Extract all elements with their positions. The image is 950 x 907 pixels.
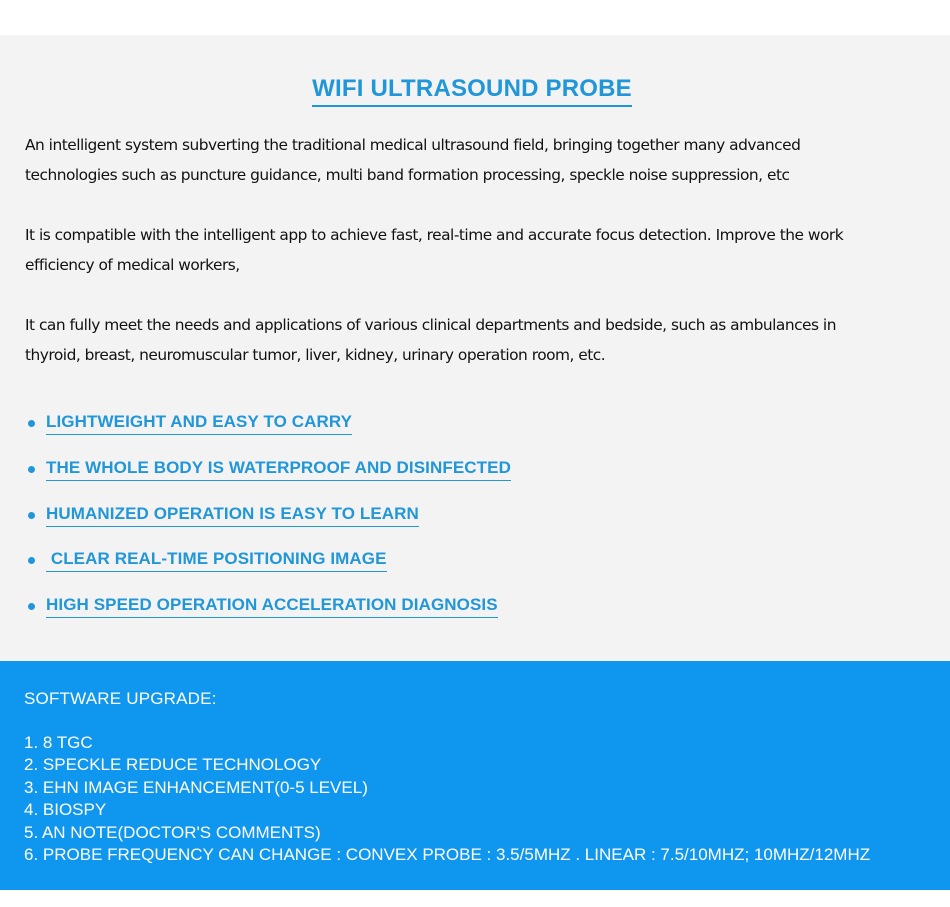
- software-item: 2. SPECKLE REDUCE TECHNOLOGY: [24, 755, 322, 775]
- paragraph-line: thyroid, breast, neuromuscular tumor, liver, kidney, urinary operation room, etc.: [25, 346, 606, 364]
- paragraph-line: technologies such as puncture guidance, multi band formation processing, speckle noise suppression, etc: [25, 166, 790, 184]
- bullet-icon: [28, 420, 35, 427]
- software-heading: SOFTWARE UPGRADE:: [24, 689, 217, 708]
- feature-item: [28, 595, 498, 618]
- bullet-icon: [28, 512, 35, 519]
- paragraph-1: [25, 130, 925, 190]
- feature-item: [28, 504, 419, 527]
- software-list: [24, 732, 870, 866]
- paragraph-line: An intelligent system subverting the traditional medical ultrasound field, bringing together many advanced: [25, 136, 801, 154]
- software-item: 3. EHN IMAGE ENHANCEMENT(0-5 LEVEL): [24, 777, 368, 797]
- paragraph-line: It is compatible with the intelligent app to achieve fast, real-time and accurate focus detection. Improve the work: [25, 226, 844, 244]
- paragraph-3: [25, 310, 925, 370]
- feature-label: HIGH SPEED OPERATION ACCELERATION DIAGNOSIS: [46, 595, 498, 618]
- bullet-icon: [28, 603, 35, 610]
- feature-item: [28, 458, 511, 481]
- page-title: [0, 75, 944, 103]
- software-upgrade-panel: [0, 661, 950, 890]
- paragraph-line: It can fully meet the needs and applications of various clinical departments and bedside, such as ambulances in: [25, 316, 836, 334]
- feature-label: CLEAR REAL-TIME POSITIONING IMAGE: [46, 549, 387, 572]
- feature-label: THE WHOLE BODY IS WATERPROOF AND DISINFECTED: [46, 458, 511, 481]
- feature-label: HUMANIZED OPERATION IS EASY TO LEARN: [46, 504, 419, 527]
- software-item: 6. PROBE FREQUENCY CAN CHANGE : CONVEX PROBE : 3.5/5MHZ . LINEAR : 7.5/10MHZ; 10MHZ/12MHZ: [24, 845, 871, 865]
- page-title-text: WIFI ULTRASOUND PROBE: [312, 75, 632, 107]
- software-item: 4. BIOSPY: [24, 800, 107, 820]
- paragraph-2: [25, 220, 925, 280]
- feature-item: [28, 412, 352, 435]
- bullet-icon: [28, 466, 35, 473]
- feature-item: [28, 549, 387, 572]
- software-item: 5. AN NOTE(DOCTOR'S COMMENTS): [24, 822, 321, 842]
- feature-label: LIGHTWEIGHT AND EASY TO CARRY: [46, 412, 352, 435]
- paragraph-line: efficiency of medical workers,: [25, 256, 240, 274]
- bullet-icon: [28, 557, 35, 564]
- software-item: 1. 8 TGC: [24, 733, 93, 752]
